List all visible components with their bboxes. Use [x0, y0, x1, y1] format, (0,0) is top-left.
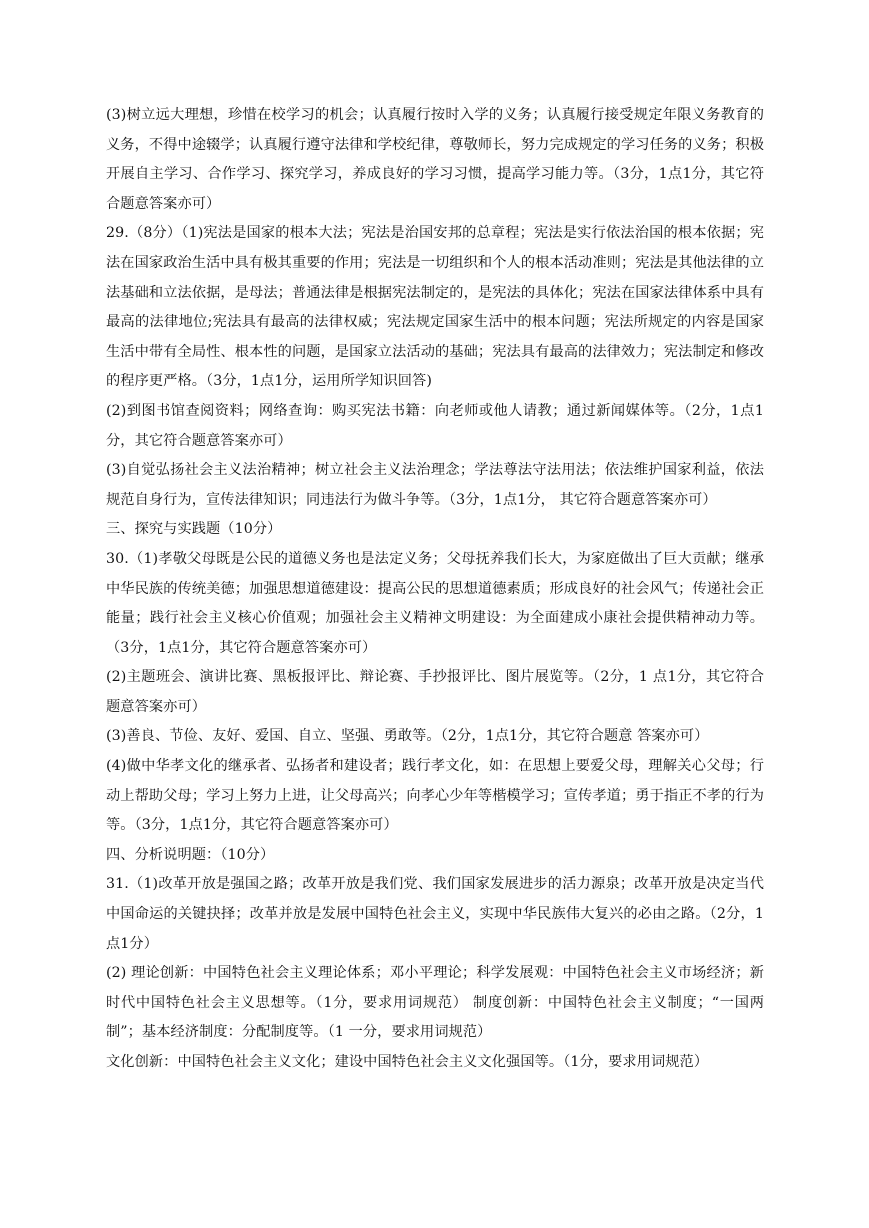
answer-29-3: (3)自觉弘扬社会主义法治精神；树立社会主义法治理念；学法尊法守法用法；依法维护国家利益，依法规范自身行为，宣传法律知识；同违法行为做斗争等。（3分，1点1分， 其它符合题意答案亦可） — [106, 462, 764, 508]
section-heading-explore-practice: 三、探究与实践题（10分） — [106, 521, 282, 538]
answer-29-2: (2)到图书馆查阅资料；网络查询：购买宪法书籍：向老师或他人请教；通过新闻媒体等。（2分，1点1分，其它符合题意答案亦可） — [106, 402, 764, 449]
answer-28-3: (3)树立远大理想，珍惜在校学习的机会；认真履行按时入学的义务；认真履行接受规定年限义务教育的义务，不得中途辍学；认真履行遵守法律和学校纪律，尊敬师长，努力完成规定的学习任务的义务；积极开展自主学习、合作学习、探究学习，养成良好的学习习惯，提高学习能力等。（3分，1点1分，其它符合题意答案亦可） — [106, 107, 764, 212]
answer-31-2: (2) 理论创新：中国特色社会主义理论体系；邓小平理论；科学发展观：中国特色社会主义市场经济；新时代中国特色社会主义思想等。（1分，要求用词规范） 制度创新：中国特色社会主义制度；“一国两制”；基本经济制度：分配制度等。（1 一分，要求用词规范） — [106, 965, 764, 1041]
answer-30-1: 30.（1)孝敬父母既是公民的道德义务也是法定义务；父母抚养我们长大，为家庭做出了巨大贡献；继承中华民族的传统美德；加强思想道德建设：提高公民的思想道德素质；形成良好的社会风气；传递社会正能量；践行社会主义核心价值观；加强社会主义精神文明建设：为全面建成小康社会提供精神动力等。（3分，1点1分，其它符合题意答案亦可） — [106, 550, 764, 656]
answer-31-2-culture: 文化创新：中国特色社会主义文化；建设中国特色社会主义文化强国等。（1分，要求用词规范） — [106, 1054, 709, 1070]
answer-29-1: 29.（8分）（1)宪法是国家的根本大法；宪法是治国安邦的总章程；宪法是实行依法治国的根本依据；宪法在国家政治生活中具有极其重要的作用；宪法是一切组织和个人的根本活动准则；宪法是其他法律的立法基础和立法依据，是母法；普通法律是根据宪法制定的，是宪法的具体化；宪法在国家法律体系中具有最高的法律地位;宪法具有最高的法律权威；宪法规定国家生活中的根本问题；宪法所规定的内容是国家生活中带有全局性、根本性的问题，是国家立法活动的基础；宪法具有最高的法律效力；宪法制定和修改的程序更严格。（3分，1点1分，运用所学知识回答) — [106, 225, 764, 390]
answer-30-2: (2)主题班会、演讲比赛、黑板报评比、辩论赛、手抄报评比、图片展览等。（2分，1 点1分，其它符合题意答案亦可） — [106, 669, 764, 715]
answer-31-1: 31.（1)改革开放是强国之路；改革开放是我们党、我们国家发展进步的活力源泉；改革开放是决定当代中国命运的关键抉择；改革并放是发展中国特色社会主义，实现中华民族伟大复兴的必由之路。（2分，1点1分） — [106, 876, 764, 952]
answer-30-4: (4)做中华孝文化的继承者、弘扬者和建设者；践行孝文化，如：在思想上要爱父母，理解关心父母；行动上帮助父母；学习上努力上进，让父母高兴；向孝心少年等楷模学习；宣传孝道；勇于指正不孝的行为等。（3分，1点1分，其它符合题意答案亦可） — [106, 758, 764, 834]
answer-key-body — [106, 101, 764, 1078]
answer-30-3: (3)善良、节俭、友好、爱国、自立、坚强、勇敢等。（2分，1点1分，其它符合题意 答案亦可） — [106, 728, 709, 745]
section-heading-analysis: 四、分析说明题：（10分） — [106, 846, 275, 863]
